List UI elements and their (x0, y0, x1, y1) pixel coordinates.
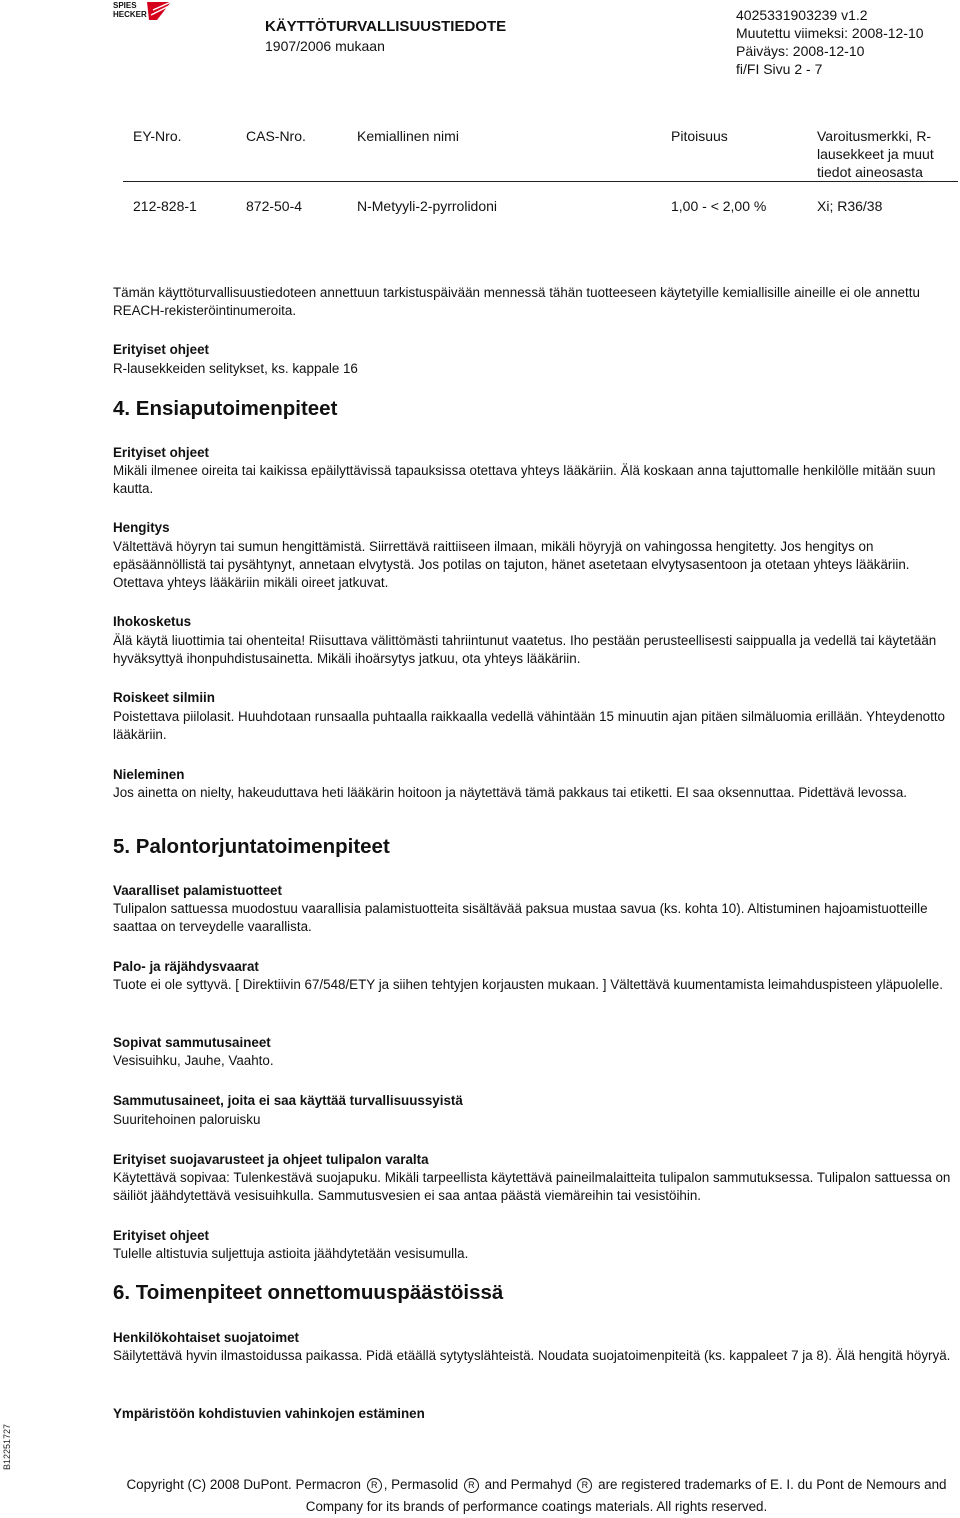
section-5-item-heading: Erityiset suojavarusteet ja ohjeet tulipalon varalta (113, 1152, 429, 1167)
table-header-cas-number: CAS-Nro. (246, 128, 306, 144)
section-5-title: 5. Palontorjuntatoimenpiteet (113, 835, 390, 858)
table-header-divider (123, 181, 958, 182)
section-4-item-text: Jos ainetta on nielty, hakeuduttava heti lääkärin hoitoon ja näytettävä tämä pakkaus tai etiketti. EI saa oksennuttaa. Pidettävä levossa. (113, 785, 908, 800)
section-4-item-heading: Roiskeet silmiin (113, 690, 215, 705)
section-5-item-text: Käytettävä sopivaa: Tulenkestävä suojapuku. Mikäli tarpeellista käytettävä paineilmalaitteita tulipalon sammutuksessa. Tulipalon sattuessa on säiliöt jäähdytettävä vesisuihkulla. Sammutusvesien ei saa antaa päästä viemäreihin tai vesistöihin. (113, 1170, 951, 1203)
table-header-chemical-name: Kemiallinen nimi (357, 128, 459, 144)
registered-trademark-icon: R (464, 1478, 479, 1493)
svg-text:SPIES: SPIES (113, 1, 137, 10)
section-4-item-text: Vältettävä höyryn tai sumun hengittämistä. Siirrettävä raittiiseen ilmaan, mikäli höyryjä on vahingossa hengitetty. Jos hengitys on epäsäännöllistä tai pysähtynyt, annetaan elvytystä. Jos potilas on tajuton, hänet asetetaan elvytysasentoon ja otetaan yhteys lääkäriin. Otettava yhteys lääkäriin mikäli oireet jatkuvat. (113, 539, 910, 590)
section-5-item-heading: Sammutusaineet, joita ei saa käyttää turvallisuussyistä (113, 1093, 463, 1108)
section-6-item-heading: Ympäristöön kohdistuvien vahinkojen estäminen (113, 1406, 425, 1421)
document-subtitle: 1907/2006 mukaan (265, 38, 385, 54)
table-cell-cas-number: 872-50-4 (246, 198, 303, 214)
footer-trademark-permahyd: and Permahyd (484, 1477, 572, 1492)
table-cell-ec-number: 212-828-1 (133, 198, 197, 214)
section-6-item-heading: Henkilökohtaiset suojatoimet (113, 1330, 300, 1345)
modified-date: Muutettu viimeksi: 2008-12-10 (736, 25, 924, 41)
section-5-item-heading: Palo- ja räjähdysvaarat (113, 959, 259, 974)
page-number: fi/FI Sivu 2 - 7 (736, 61, 823, 77)
section-6-title: 6. Toimenpiteet onnettomuuspäästöissä (113, 1281, 504, 1304)
section-5-item-heading: Sopivat sammutusaineet (113, 1035, 271, 1050)
section-4-item-heading: Erityiset ohjeet (113, 445, 209, 460)
document-id: 4025331903239 v1.2 (736, 7, 868, 23)
svg-text:HECKER: HECKER (113, 10, 147, 19)
side-product-code: B12251727 (2, 1423, 12, 1470)
section-4-item-heading: Hengitys (113, 520, 170, 535)
section-5-item-text: Suuritehoinen paloruisku (113, 1112, 261, 1127)
section-4-item-text: Älä käytä liuottimia tai ohenteita! Riisuttava välittömästi tahriintunut vaatetus. Iho pestään perusteellisesti saippualla ja vedellä tai käytetään hyväksyttyä ihonpuhdistusainetta. Mikäli ihoärsytys jatkuu, ota yhteys lääkäriin. (113, 633, 937, 666)
spies-hecker-logo (113, 0, 173, 22)
section-4-title: 4. Ensiaputoimenpiteet (113, 397, 338, 420)
section-5-item-text: Tulelle altistuvia suljettuja astioita jäähdytetään vesisumulla. (113, 1246, 469, 1261)
section-5-item-text: Tulipalon sattuessa muodostuu vaarallisia palamistuotteita sisältävää paksua mustaa savua (ks. kohta 10). Altistuminen hajoamistuotteille saattaa on terveydelle vaarallista. (113, 901, 928, 934)
footer-trademark-permasolid: , Permasolid (383, 1477, 459, 1492)
document-date: Päiväys: 2008-12-10 (736, 43, 865, 59)
section-4-item-text: Poistettava piilolasit. Huuhdotaan runsaalla puhtaalla raikkaalla vedellä vähintään 15 minuutin ajan pitäen silmäluomia erillään. Yhteydenotto lääkäriin. (113, 709, 945, 742)
table-header-warning: Varoitusmerkki, R-lausekkeet ja muut tiedot aineosasta (817, 128, 934, 180)
section-5-item-text: Tuote ei ole syttyvä. [ Direktiivin 67/548/ETY ja siihen tehtyjen korjausten mukaan. ] Vältettävä kuumentamista leimahduspisteen yläpuolelle. (113, 977, 943, 992)
copyright-footer (113, 1474, 960, 1518)
section-5-item-text: Vesisuihku, Jauhe, Vaahto. (113, 1053, 274, 1068)
document-title: KÄYTTÖTURVALLISUUSTIEDOTE (265, 18, 507, 35)
table-cell-warning: Xi; R36/38 (817, 198, 883, 214)
special-notes-heading: Erityiset ohjeet (113, 342, 209, 357)
table-cell-concentration: 1,00 - < 2,00 % (671, 198, 767, 214)
table-header-ec-number: EY-Nro. (133, 128, 182, 144)
section-4-item-text: Mikäli ilmenee oireita tai kaikissa epäilyttävissä tapauksissa otettava yhteys lääkäriin. Älä koskaan anna tajuttomalle henkilölle mitään suun kautta. (113, 463, 936, 496)
registered-trademark-icon: R (577, 1478, 592, 1493)
special-notes-text: R-lausekkeiden selitykset, ks. kappale 16 (113, 361, 358, 376)
section-5-item-heading: Vaaralliset palamistuotteet (113, 883, 282, 898)
section-4-item-heading: Nieleminen (113, 767, 185, 782)
footer-trademark-owner: are registered trademarks of E. I. du Pont de Nemours and (598, 1477, 947, 1492)
footer-copyright: Copyright (C) 2008 DuPont. Permacron (126, 1477, 361, 1492)
registered-trademark-icon: R (367, 1478, 382, 1493)
footer-rights: Company for its brands of performance coatings materials. All rights reserved. (305, 1499, 768, 1514)
section-6-item-text: Säilytettävä hyvin ilmastoidussa paikassa. Pidä etäällä sytytyslähteistä. Noudata suojatoimenpiteitä (ks. kappaleet 7 ja 8). Älä hengitä höyryä. (113, 1348, 951, 1363)
reach-note: Tämän käyttöturvallisuustiedoteen annettuun tarkistuspäivään mennessä tähän tuotteeseen käytetyille kemiallisille aineille ei ole annettu REACH-rekisteröintinumeroita. (113, 285, 920, 318)
section-4-item-heading: Ihokosketus (113, 614, 192, 629)
table-header-concentration: Pitoisuus (671, 128, 728, 144)
section-5-item-heading: Erityiset ohjeet (113, 1228, 209, 1243)
table-cell-chemical-name: N-Metyyli-2-pyrrolidoni (357, 198, 498, 214)
